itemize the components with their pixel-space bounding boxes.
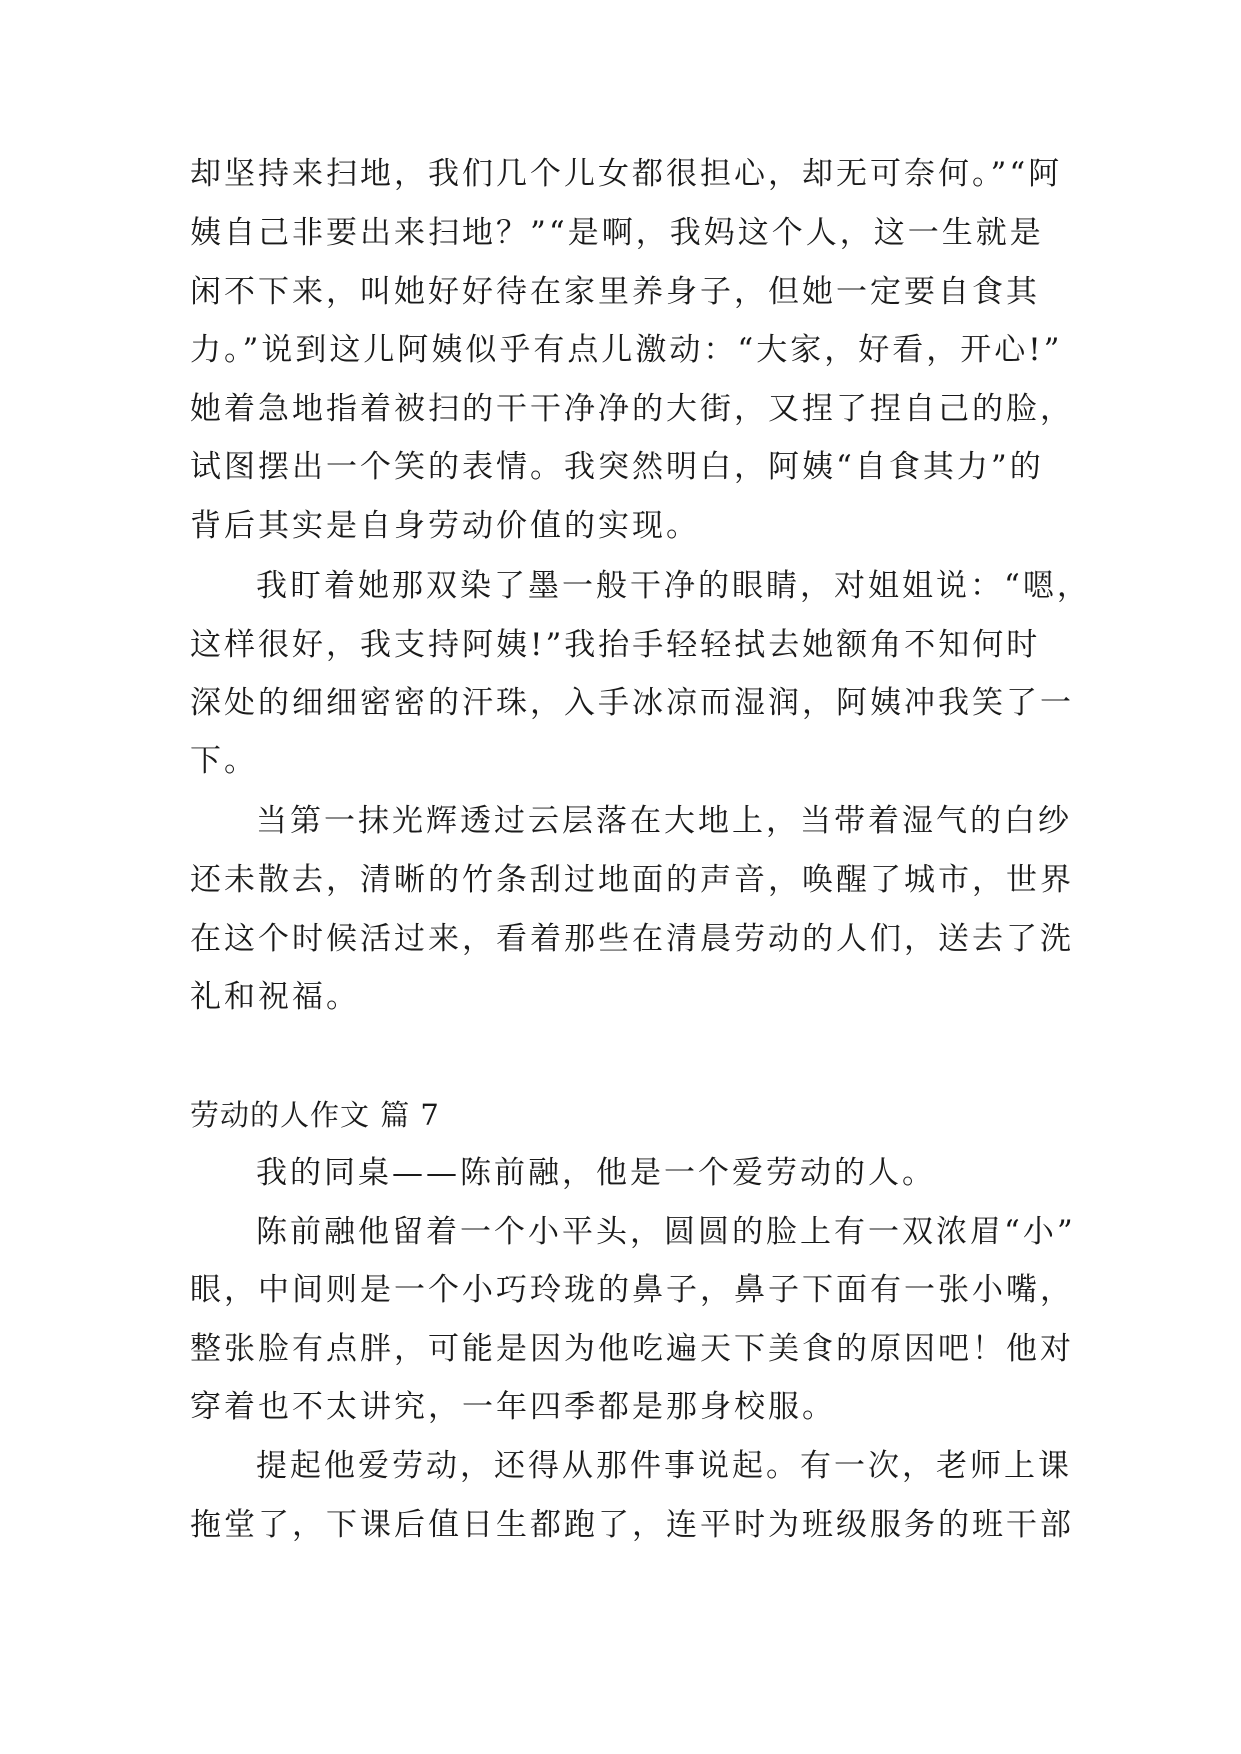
paragraph-line: 我盯着她那双染了墨一般干净的眼睛，对姐姐说：“嗯， [256,568,1091,604]
paragraph-line: 力。”说到这儿阿姨似乎有点儿激动：“大家，好看，开心!” [190,332,1063,368]
paragraph-line: 她着急地指着被扫的干干净净的大街，又捏了捏自己的脸， [190,391,1074,427]
paragraph-line: 礼和祝福。 [190,979,360,1015]
paragraph-line: 却坚持来扫地，我们几个儿女都很担心，却无可奈何。”“阿 [190,156,1063,192]
paragraph-line: 姨自己非要出来扫地？”“是啊，我妈这个人，这一生就是 [190,215,1044,251]
paragraph-line: 背后其实是自身劳动价值的实现。 [190,508,700,544]
paragraph-line: 陈前融他留着一个小平头，圆圆的脸上有一双浓眉“小” [256,1214,1076,1250]
paragraph-line: 当第一抹光辉透过云层落在大地上，当带着湿气的白纱 [256,803,1072,839]
paragraph-line: 拖堂了，下课后值日生都跑了，连平时为班级服务的班干部 [190,1507,1074,1543]
paragraph-line: 整张脸有点胖，可能是因为他吃遍天下美食的原因吧！他对 [190,1331,1074,1367]
paragraph-line: 闲不下来，叫她好好待在家里养身子，但她一定要自食其 [190,274,1040,310]
paragraph-line: 这样很好，我支持阿姨!”我抬手轻轻拭去她额角不知何时 [190,627,1041,663]
paragraph-line: 穿着也不太讲究，一年四季都是那身校服。 [190,1389,836,1425]
paragraph-line: 在这个时候活过来，看着那些在清晨劳动的人们，送去了洗 [190,921,1074,957]
paragraph-line: 我的同桌——陈前融，他是一个爱劳动的人。 [256,1155,936,1191]
paragraph-line: 深处的细细密密的汗珠，入手冰凉而湿润，阿姨冲我笑了一 [190,685,1074,721]
paragraph-line: 还未散去，清晰的竹条刮过地面的声音，唤醒了城市，世界 [190,862,1074,898]
paragraph-line: 下。 [190,743,258,779]
paragraph-line: 眼，中间则是一个小巧玲珑的鼻子，鼻子下面有一张小嘴， [190,1272,1074,1308]
paragraph-line: 提起他爱劳动，还得从那件事说起。有一次，老师上课 [256,1448,1072,1484]
paragraph-line: 试图摆出一个笑的表情。我突然明白，阿姨“自食其力”的 [190,449,1044,485]
section-heading: 劳动的人作文 篇 7 [190,1098,440,1132]
